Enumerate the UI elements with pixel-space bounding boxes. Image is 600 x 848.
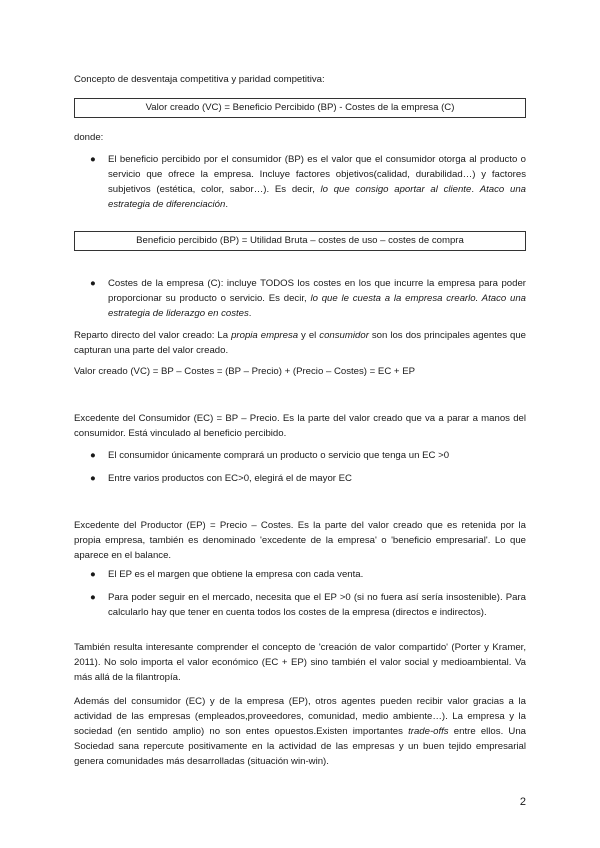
excedente-consumidor-paragraph: Excedente del Consumidor (EC) = BP – Precio. Es la parte del valor creado que va a parar a manos del consumidor. Está vinculado al beneficio percibido. [74, 413, 526, 439]
bullet-text: El beneficio percibido por el consumidor (BP) es el valor que el consumidor otorga al producto o servicio que ofrece la empresa. Incluye factores objetivos(calidad, durabilidad…) y factores subjetivos (estética, color, sabor…). Es decir, lo que consigo aportar al cliente. Ataco una estrategia de diferenciación. [108, 154, 526, 210]
formula-box-beneficio-percibido: Beneficio percibido (BP) = Utilidad Bruta – costes de uso – costes de compra [74, 231, 526, 251]
bullet-marker: ● [90, 278, 96, 289]
reparto-paragraph: Reparto directo del valor creado: La propia empresa y el consumidor son los dos principales agentes que capturan una parte del valor creado. [74, 330, 526, 356]
bullet-text: Costes de la empresa (C): incluye TODOS los costes en los que incurre la empresa para poder proporcionar su producto o servicio. Es decir, lo que le cuesta a la empresa crearlo. Ataco una estrategia de liderazgo en costes. [108, 278, 526, 319]
formula-box-valor-creado: Valor creado (VC) = Beneficio Percibido (BP) - Costes de la empresa (C) [74, 98, 526, 118]
excedente-productor-paragraph: Excedente del Productor (EP) = Precio – Costes. Es la parte del valor creado que es retenida por la propia empresa, también es denominado 'excedente de la empresa' o 'beneficio empresarial'. Lo que aparece en el balance. [74, 520, 526, 561]
valor-compartido-paragraph: También resulta interesante comprender el concepto de 'creación de valor compartido' (Porter y Kramer, 2011). No solo importa el valor económico (EC + EP) sino también el valor social y medioambiental. Va más allá de la filantropía. [74, 642, 526, 683]
page-number: 2 [519, 796, 526, 808]
bullet-text: El consumidor únicamente comprará un producto o servicio que tenga un EC >0 [108, 450, 450, 461]
bullet-marker: ● [90, 473, 96, 484]
section-heading: Concepto de desventaja competitiva y paridad competitiva: [74, 74, 325, 85]
bullet-marker: ● [90, 154, 96, 165]
bullet-marker: ● [90, 450, 96, 461]
valor-creado-formula: Valor creado (VC) = BP – Costes = (BP – Precio) + (Precio – Costes) = EC + EP [74, 366, 415, 377]
bullet-text: El EP es el margen que obtiene la empresa con cada venta. [108, 569, 364, 580]
bullet-text: Entre varios productos con EC>0, elegirá el de mayor EC [108, 473, 352, 484]
donde-label: donde: [74, 132, 104, 143]
otros-agentes-paragraph: Además del consumidor (EC) y de la empresa (EP), otros agentes pueden recibir valor gracias a la actividad de las empresas (empleados,proveedores, comunidad, medio ambiente…). La empresa y la sociedad (en sentido amplio) no son entes opuestos.Existen importantes trade-offs entre ellos. Una Sociedad sana repercute positivamente en la actividad de las empresas y un buen tejido empresarial genera comunidades más desarrolladas (situación win-win). [74, 696, 527, 767]
bullet-marker: ● [90, 569, 96, 580]
bullet-marker: ● [90, 592, 96, 603]
bullet-text: Para poder seguir en el mercado, necesita que el EP >0 (si no fuera así sería insostenible). Para calcularlo hay que tener en cuenta todos los costes de la empresa (directos e indirectos). [108, 592, 526, 618]
